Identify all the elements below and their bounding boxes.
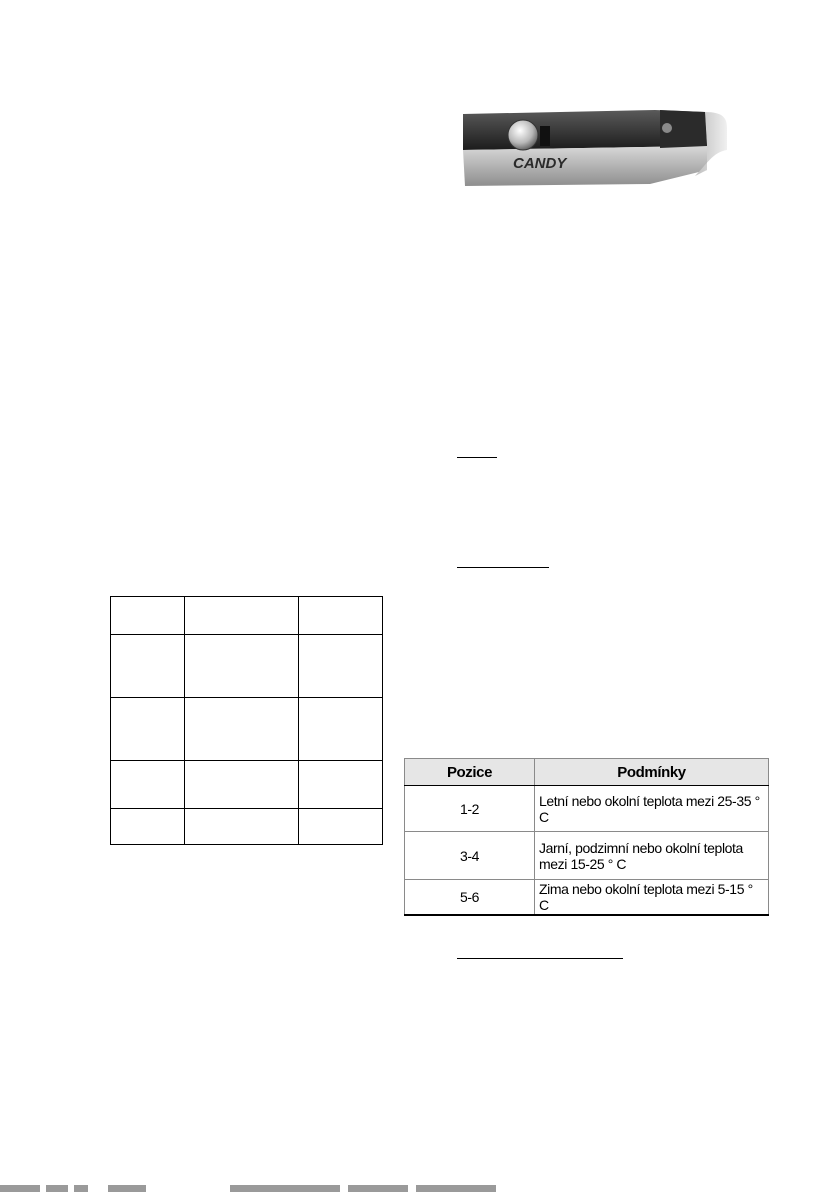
- table-cell: [185, 809, 299, 845]
- table-row: [405, 832, 769, 880]
- table-row: [405, 786, 769, 832]
- thermostat-illustration: [455, 88, 735, 198]
- table-cell: [111, 698, 185, 761]
- table-cell: [185, 597, 299, 635]
- condition-cell: Jarní, podzimní nebo okolní teplota mezi 15-25 ° C: [535, 832, 769, 880]
- table-cell: [111, 809, 185, 845]
- condition-cell: Letní nebo okolní teplota mezi 25-35 ° C: [535, 786, 769, 832]
- table-cell: [299, 597, 383, 635]
- position-cell: 3-4: [405, 832, 535, 880]
- heading-underline-2: [457, 567, 549, 568]
- thermostat-panel-image: [455, 88, 735, 198]
- table-cell: [111, 597, 185, 635]
- table-cell: [299, 635, 383, 698]
- brand-logo: CANDY: [513, 155, 567, 172]
- table-cell: [185, 698, 299, 761]
- position-cell: 1-2: [405, 786, 535, 832]
- table-cell: [299, 809, 383, 845]
- table-row: [405, 880, 769, 916]
- header-position: Pozice: [405, 759, 535, 786]
- table-row: [111, 635, 383, 698]
- table-cell: [299, 698, 383, 761]
- table-row: [111, 761, 383, 809]
- settings-table: [404, 758, 769, 916]
- cut-off-text-line: [0, 1183, 560, 1192]
- left-empty-table: [110, 596, 383, 845]
- settings-table-container: [404, 758, 768, 913]
- heading-underline-1: [457, 457, 497, 458]
- table-row: [111, 809, 383, 845]
- condition-cell: Zima nebo okolní teplota mezi 5-15 ° C: [535, 880, 769, 916]
- table-header-row: [405, 759, 769, 786]
- table-cell: [111, 635, 185, 698]
- header-conditions: Podmínky: [535, 759, 769, 786]
- heading-underline-3: [457, 958, 623, 959]
- table-cell: [185, 761, 299, 809]
- position-cell: 5-6: [405, 880, 535, 916]
- table-row: [111, 597, 383, 635]
- table-cell: [185, 635, 299, 698]
- table-cell: [111, 761, 185, 809]
- table-row: [111, 698, 383, 761]
- table-cell: [299, 761, 383, 809]
